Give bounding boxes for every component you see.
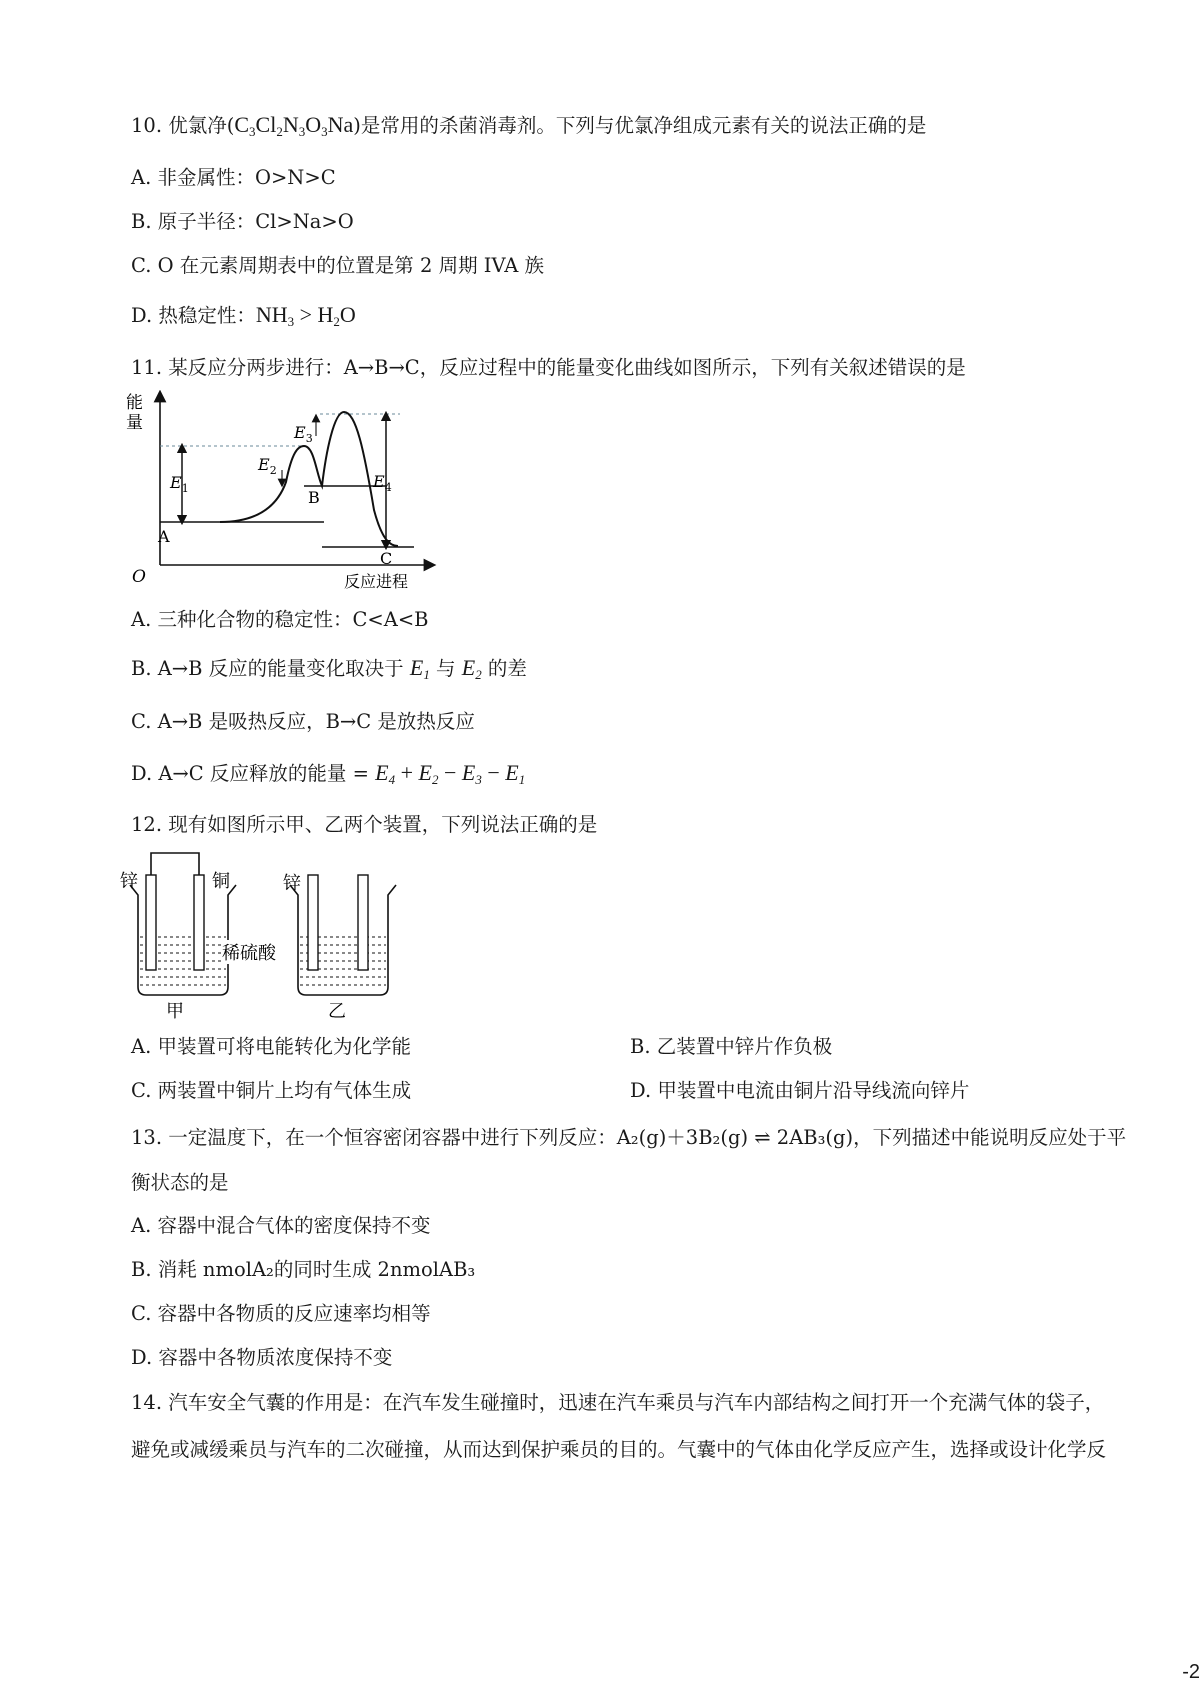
label-jia: 甲 [166, 1001, 184, 1022]
q10-option-a: A. 非金属性：O>N>C [131, 166, 336, 189]
q13-option-c: C. 容器中各物质的反应速率均相等 [131, 1302, 431, 1325]
label-a: A [158, 527, 170, 546]
origin-label: O [132, 567, 146, 587]
q11-stem: 11. 某反应分两步进行：A→B→C，反应过程中的能量变化曲线如图所示，下列有关叙述错误的是 [131, 356, 966, 379]
wire-jia [151, 853, 199, 875]
q11-option-d: D. A→C 反应释放的能量 = $E_4 + E_2 - E_3 - E_1$ [131, 760, 526, 787]
q10-option-d: D. 热稳定性：$NH_3 > H_2O$ [131, 302, 356, 329]
zinc-electrode-jia [146, 875, 156, 970]
q12-option-c: C. 两装置中铜片上均有气体生成 [131, 1079, 412, 1102]
copper-electrode-yi [358, 875, 368, 970]
x-axis-label: 反应进程 [344, 572, 409, 591]
q13-option-d: D. 容器中各物质浓度保持不变 [131, 1346, 393, 1369]
q12-option-d: D. 甲装置中电流由铜片沿导线流向锌片 [630, 1079, 970, 1102]
q10-d-formula: $NH_3 > H_2O$ [255, 302, 356, 329]
q12-option-a: A. 甲装置可将电能转化为化学能 [131, 1035, 411, 1058]
energy-diagram [118, 390, 438, 610]
q13-option-b: B. 消耗 nmolA₂的同时生成 2nmolAB₃ [131, 1258, 476, 1281]
label-e1: $E_1$ [170, 473, 189, 495]
beaker-yi [290, 885, 396, 995]
q12-stem: 12. 现有如图所示甲、乙两个装置，下列说法正确的是 [131, 813, 598, 836]
copper-electrode-jia [194, 875, 204, 970]
q12-option-b: B. 乙装置中锌片作负极 [630, 1035, 833, 1058]
q10-option-b: B. 原子半径：Cl>Na>O [131, 210, 354, 233]
cell-apparatus-diagram [118, 845, 438, 1025]
q13-option-a: A. 容器中混合气体的密度保持不变 [131, 1214, 431, 1237]
q10-stem: 10. 优氯净$(C_3Cl_2N_3O_3Na)$是常用的杀菌消毒剂。下列与优氯净组成元素有关的说法正确的是 [131, 112, 927, 139]
q14-line1: 14. 汽车安全气囊的作用是：在汽车发生碰撞时，迅速在汽车乘员与汽车内部结构之间打开一个充满气体的袋子， [131, 1391, 1105, 1414]
q13-stem-line2: 衡状态的是 [131, 1171, 229, 1194]
q11-option-c: C. A→B 是吸热反应，B→C 是放热反应 [131, 710, 475, 733]
zinc-electrode-yi [308, 875, 318, 970]
label-yi: 乙 [328, 1001, 346, 1022]
q10-option-c: C. O 在元素周期表中的位置是第 2 周期 IVA 族 [131, 254, 545, 277]
label-zinc-left: 锌 [120, 871, 138, 892]
page-number: -2 [1182, 1661, 1200, 1683]
label-e3: $E_3$ [294, 423, 313, 445]
label-e4: $E_4$ [373, 472, 392, 494]
q11-option-b: B. A→B 反应的能量变化取决于 $E_1$ 与 $E_2$ 的差 [131, 655, 527, 682]
label-acid: 稀硫酸 [222, 943, 276, 964]
y-axis-label-2: 量 [126, 413, 143, 433]
label-copper: 铜 [212, 871, 230, 892]
q11-option-a: A. 三种化合物的稳定性：C<A<B [131, 608, 429, 631]
label-e2: $E_2$ [258, 455, 277, 477]
q10-formula: $C_3Cl_2N_3O_3Na$ [234, 112, 354, 139]
label-zinc-right: 锌 [283, 873, 301, 894]
q13-stem-line1: 13. 一定温度下，在一个恒容密闭容器中进行下列反应：A₂(g)＋3B₂(g) ⇌ 2AB₃(g)，下列描述中能说明反应处于平 [131, 1126, 1127, 1149]
label-c: C [380, 549, 393, 568]
q14-line2: 避免或减缓乘员与汽车的二次碰撞，从而达到保护乘员的目的。气囊中的气体由化学反应产生，选择或设计化学反 [131, 1438, 1107, 1461]
y-axis-label-1: 能 [126, 393, 143, 413]
label-b: B [308, 488, 320, 507]
